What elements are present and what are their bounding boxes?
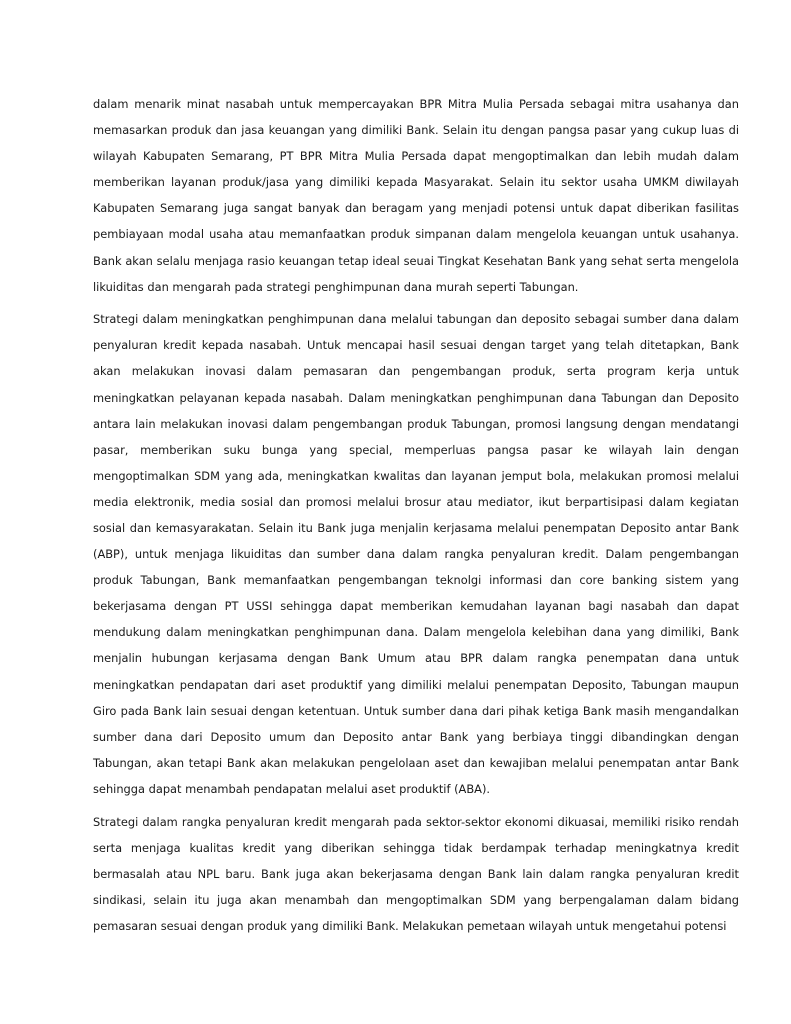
paragraph-1: dalam menarik minat nasabah untuk mempercayakan BPR Mitra Mulia Persada sebagai mitra usahanya dan memasarkan produk dan jasa keuangan yang dimiliki Bank. Selain itu dengan pangsa pasar yang cukup luas di wilayah Kabupaten Semarang, PT BPR Mitra Mulia Persada dapat mengoptimalkan dan lebih mudah dalam memberikan layanan produk/jasa yang dimiliki kepada Masyarakat. Selain itu sektor usaha UMKM diwilayah Kabupaten Semarang juga sangat banyak dan beragam yang menjadi potensi untuk dapat diberikan fasilitas pembiayaan modal usaha atau memanfaatkan produk simpanan dalam mengelola keuangan untuk usahanya. Bank akan selalu menjaga rasio keuangan tetap ideal seuai Tingkat Kesehatan Bank yang sehat serta mengelola likuiditas dan mengarah pada strategi penghimpunan dana murah seperti Tabungan.	[93, 97, 739, 294]
paragraph-2: Strategi dalam meningkatkan penghimpunan dana melalui tabungan dan deposito sebagai sumber dana dalam penyaluran kredit kepada nasabah. Untuk mencapai hasil sesuai dengan target yang telah ditetapkan, Bank akan melakukan inovasi dalam pemasaran dan pengembangan produk, serta program kerja untuk meningkatkan pelayanan kepada nasabah. Dalam meningkatkan penghimpunan dana Tabungan dan Deposito antara lain melakukan inovasi dalam pengembangan produk Tabungan, promosi langsung dengan mendatangi pasar, memberikan suku bunga yang special, memperluas pangsa pasar ke wilayah lain dengan mengoptimalkan SDM yang ada, meningkatkan kwalitas dan layanan jemput bola, melakukan promosi melalui media elektronik, media sosial dan promosi melalui brosur atau mediator, ikut berpartisipasi dalam kegiatan sosial dan kemasyarakatan. Selain itu Bank juga menjalin kerjasama melalui penempatan Deposito antar Bank (ABP), untuk menjaga likuiditas dan sumber dana dalam rangka penyaluran kredit. Dalam pengembangan produk Tabungan, Bank memanfaatkan pengembangan teknolgi informasi dan core banking sistem yang bekerjasama dengan PT USSI sehingga dapat memberikan kemudahan layanan bagi nasabah dan dapat mendukung dalam meningkatkan penghimpunan dana. Dalam mengelola kelebihan dana yang dimiliki, Bank menjalin hubungan kerjasama dengan Bank Umum atau BPR dalam rangka penempatan dana untuk meningkatkan pendapatan dari aset produktif yang dimiliki melalui penempatan Deposito, Tabungan maupun Giro pada Bank lain sesuai dengan ketentuan. Untuk sumber dana dari pihak ketiga Bank masih mengandalkan sumber dana dari Deposito umum dan Deposito antar Bank yang berbiaya tinggi dibandingkan dengan Tabungan, akan tetapi Bank akan melakukan pengelolaan aset dan kewajiban melalui penempatan antar Bank sehingga dapat menambah pendapatan melalui aset produktif (ABA).	[93, 312, 739, 796]
body-text	[93, 91, 739, 939]
paragraph-3: Strategi dalam rangka penyaluran kredit mengarah pada sektor-sektor ekonomi dikuasai, memiliki risiko rendah serta menjaga kualitas kredit yang diberikan sehingga tidak berdampak terhadap meningkatnya kredit bermasalah atau NPL baru. Bank juga akan bekerjasama dengan Bank lain dalam rangka penyaluran kredit sindikasi, selain itu juga akan menambah dan mengoptimalkan SDM yang berpengalaman dalam bidang pemasaran sesuai dengan produk yang dimiliki Bank. Melakukan pemetaan wilayah untuk mengetahui potensi	[93, 814, 739, 933]
